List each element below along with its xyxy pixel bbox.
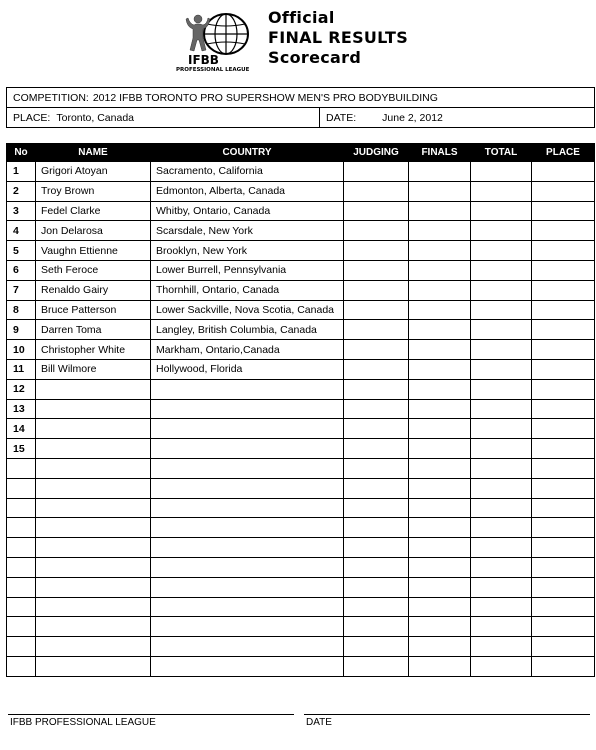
row-number	[7, 597, 36, 617]
svg-text:PROFESSIONAL LEAGUE: PROFESSIONAL LEAGUE	[176, 67, 250, 72]
finals-score-cell	[409, 300, 471, 320]
place-cell	[532, 221, 595, 241]
total-score-cell	[471, 320, 532, 340]
scorecard-body	[7, 162, 595, 677]
place-cell	[532, 637, 595, 657]
row-number	[7, 538, 36, 558]
competitor-name	[36, 458, 151, 478]
row-number: 1	[7, 162, 36, 182]
competitor-country	[151, 439, 344, 459]
total-score-cell	[471, 340, 532, 360]
row-number	[7, 518, 36, 538]
competitor-country	[151, 597, 344, 617]
place-cell	[532, 399, 595, 419]
finals-score-cell	[409, 181, 471, 201]
judging-score-cell	[344, 201, 409, 221]
competitor-country	[151, 399, 344, 419]
competitor-name: Bill Wilmore	[36, 359, 151, 379]
header-judging: JUDGING	[344, 143, 409, 162]
total-score-cell	[471, 300, 532, 320]
table-row	[7, 577, 595, 597]
judging-score-cell	[344, 617, 409, 637]
competitor-name	[36, 637, 151, 657]
table-row	[7, 300, 595, 320]
place-cell	[532, 656, 595, 676]
table-row	[7, 439, 595, 459]
date-value: June 2, 2012	[382, 111, 443, 124]
competitor-country: Langley, British Columbia, Canada	[151, 320, 344, 340]
judging-score-cell	[344, 340, 409, 360]
competitor-name	[36, 419, 151, 439]
header-country: COUNTRY	[151, 143, 344, 162]
competitor-country	[151, 379, 344, 399]
judging-score-cell	[344, 300, 409, 320]
row-number	[7, 458, 36, 478]
title-line-2: FINAL RESULTS	[268, 28, 409, 47]
place-cell	[532, 320, 595, 340]
table-row	[7, 320, 595, 340]
date-signature-label: DATE	[306, 717, 332, 728]
competitor-country: Thornhill, Ontario, Canada	[151, 280, 344, 300]
table-row	[7, 399, 595, 419]
judging-score-cell	[344, 439, 409, 459]
total-score-cell	[471, 201, 532, 221]
competitor-name	[36, 656, 151, 676]
finals-score-cell	[409, 221, 471, 241]
total-score-cell	[471, 498, 532, 518]
judging-score-cell	[344, 498, 409, 518]
finals-score-cell	[409, 518, 471, 538]
total-score-cell	[471, 399, 532, 419]
finals-score-cell	[409, 538, 471, 558]
place-cell	[532, 379, 595, 399]
judging-score-cell	[344, 557, 409, 577]
judging-score-cell	[344, 359, 409, 379]
finals-score-cell	[409, 260, 471, 280]
competition-row	[7, 88, 594, 107]
competitor-name: Jon Delarosa	[36, 221, 151, 241]
judging-score-cell	[344, 221, 409, 241]
total-score-cell	[471, 557, 532, 577]
competitor-country	[151, 458, 344, 478]
total-score-cell	[471, 577, 532, 597]
competition-info-box	[6, 87, 595, 128]
competitor-country	[151, 518, 344, 538]
competitor-name: Bruce Patterson	[36, 300, 151, 320]
table-row	[7, 637, 595, 657]
row-number: 5	[7, 241, 36, 261]
row-number: 14	[7, 419, 36, 439]
total-score-cell	[471, 181, 532, 201]
place-cell	[532, 201, 595, 221]
total-score-cell	[471, 538, 532, 558]
row-number: 13	[7, 399, 36, 419]
total-score-cell	[471, 359, 532, 379]
total-score-cell	[471, 637, 532, 657]
competitor-country	[151, 656, 344, 676]
judging-score-cell	[344, 260, 409, 280]
judging-score-cell	[344, 458, 409, 478]
place-cell	[532, 300, 595, 320]
table-row	[7, 498, 595, 518]
table-row	[7, 260, 595, 280]
ifbb-logo	[170, 10, 262, 72]
total-score-cell	[471, 280, 532, 300]
place-cell	[532, 439, 595, 459]
judging-score-cell	[344, 181, 409, 201]
date-label: DATE:	[326, 111, 357, 124]
place-cell	[532, 181, 595, 201]
finals-score-cell	[409, 280, 471, 300]
league-signature-label: IFBB PROFESSIONAL LEAGUE	[10, 717, 156, 728]
competitor-country: Scarsdale, New York	[151, 221, 344, 241]
competitor-country	[151, 637, 344, 657]
competitor-name: Vaughn Ettienne	[36, 241, 151, 261]
place-cell	[7, 108, 320, 127]
header-finals: FINALS	[409, 143, 471, 162]
scorecard-table	[6, 143, 595, 677]
finals-score-cell	[409, 320, 471, 340]
total-score-cell	[471, 458, 532, 478]
total-score-cell	[471, 162, 532, 182]
header-name: NAME	[36, 143, 151, 162]
judging-score-cell	[344, 538, 409, 558]
finals-score-cell	[409, 498, 471, 518]
row-number: 10	[7, 340, 36, 360]
finals-score-cell	[409, 577, 471, 597]
competitor-country: Brooklyn, New York	[151, 241, 344, 261]
place-cell	[532, 162, 595, 182]
competitor-name	[36, 399, 151, 419]
table-row	[7, 518, 595, 538]
finals-score-cell	[409, 241, 471, 261]
competitor-name: Darren Toma	[36, 320, 151, 340]
date-cell	[320, 108, 443, 127]
finals-score-cell	[409, 478, 471, 498]
total-score-cell	[471, 597, 532, 617]
competitor-country: Lower Burrell, Pennsylvania	[151, 260, 344, 280]
competitor-name: Renaldo Gairy	[36, 280, 151, 300]
competition-value: 2012 IFBB TORONTO PRO SUPERSHOW MEN'S PRO BODYBUILDING	[92, 91, 438, 104]
judging-score-cell	[344, 597, 409, 617]
place-cell	[532, 597, 595, 617]
total-score-cell	[471, 241, 532, 261]
table-header-row	[7, 143, 595, 162]
total-score-cell	[471, 478, 532, 498]
finals-score-cell	[409, 340, 471, 360]
table-row	[7, 280, 595, 300]
row-number: 7	[7, 280, 36, 300]
total-score-cell	[471, 439, 532, 459]
competitor-country	[151, 577, 344, 597]
place-cell	[532, 617, 595, 637]
competitor-country	[151, 538, 344, 558]
finals-score-cell	[409, 359, 471, 379]
competitor-country	[151, 498, 344, 518]
place-cell	[532, 260, 595, 280]
judging-score-cell	[344, 379, 409, 399]
place-date-row	[7, 107, 594, 127]
place-cell	[532, 577, 595, 597]
table-row	[7, 162, 595, 182]
table-row	[7, 597, 595, 617]
judging-score-cell	[344, 577, 409, 597]
finals-score-cell	[409, 637, 471, 657]
table-row	[7, 221, 595, 241]
competitor-name	[36, 379, 151, 399]
row-number: 4	[7, 221, 36, 241]
row-number: 6	[7, 260, 36, 280]
judging-score-cell	[344, 637, 409, 657]
total-score-cell	[471, 518, 532, 538]
total-score-cell	[471, 419, 532, 439]
competitor-name	[36, 617, 151, 637]
place-cell	[532, 280, 595, 300]
bodybuilder-figure-icon	[186, 15, 210, 51]
finals-score-cell	[409, 617, 471, 637]
finals-score-cell	[409, 597, 471, 617]
competitor-country	[151, 557, 344, 577]
competitor-name: Grigori Atoyan	[36, 162, 151, 182]
total-score-cell	[471, 221, 532, 241]
competitor-country	[151, 419, 344, 439]
judging-score-cell	[344, 399, 409, 419]
judging-score-cell	[344, 320, 409, 340]
finals-score-cell	[409, 439, 471, 459]
competitor-country: Markham, Ontario,Canada	[151, 340, 344, 360]
competitor-country: Hollywood, Florida	[151, 359, 344, 379]
row-number: 3	[7, 201, 36, 221]
competitor-name	[36, 597, 151, 617]
row-number: 2	[7, 181, 36, 201]
competitor-country: Whitby, Ontario, Canada	[151, 201, 344, 221]
table-row	[7, 241, 595, 261]
judging-score-cell	[344, 280, 409, 300]
place-value: Toronto, Canada	[56, 111, 134, 124]
competitor-name	[36, 577, 151, 597]
place-cell	[532, 538, 595, 558]
competitor-country	[151, 617, 344, 637]
place-cell	[532, 419, 595, 439]
date-signature-line	[304, 714, 590, 715]
place-cell	[532, 340, 595, 360]
title-line-3: Scorecard	[268, 48, 362, 67]
row-number: 11	[7, 359, 36, 379]
place-cell	[532, 518, 595, 538]
row-number: 12	[7, 379, 36, 399]
league-signature-line	[8, 714, 294, 715]
total-score-cell	[471, 260, 532, 280]
competitor-name	[36, 439, 151, 459]
scorecard-title	[268, 8, 408, 68]
table-row	[7, 359, 595, 379]
place-cell	[532, 557, 595, 577]
total-score-cell	[471, 656, 532, 676]
place-cell	[532, 498, 595, 518]
row-number	[7, 557, 36, 577]
table-row	[7, 419, 595, 439]
row-number	[7, 617, 36, 637]
svg-text:IFBB: IFBB	[188, 53, 219, 67]
place-cell	[532, 241, 595, 261]
table-row	[7, 656, 595, 676]
competitor-country: Sacramento, California	[151, 162, 344, 182]
title-line-1: Official	[268, 8, 335, 27]
total-score-cell	[471, 617, 532, 637]
judging-score-cell	[344, 241, 409, 261]
table-row	[7, 538, 595, 558]
judging-score-cell	[344, 478, 409, 498]
competitor-country: Edmonton, Alberta, Canada	[151, 181, 344, 201]
globe-icon	[204, 14, 248, 54]
place-cell	[532, 478, 595, 498]
judging-score-cell	[344, 656, 409, 676]
row-number: 8	[7, 300, 36, 320]
row-number	[7, 637, 36, 657]
finals-score-cell	[409, 458, 471, 478]
competitor-name	[36, 538, 151, 558]
judging-score-cell	[344, 419, 409, 439]
judging-score-cell	[344, 162, 409, 182]
finals-score-cell	[409, 379, 471, 399]
table-row	[7, 181, 595, 201]
finals-score-cell	[409, 656, 471, 676]
competitor-name: Fedel Clarke	[36, 201, 151, 221]
table-row	[7, 458, 595, 478]
row-number	[7, 498, 36, 518]
header-no: No	[7, 143, 36, 162]
table-row	[7, 379, 595, 399]
competitor-name	[36, 518, 151, 538]
header-place: PLACE	[532, 143, 595, 162]
competitor-name	[36, 498, 151, 518]
header-total: TOTAL	[471, 143, 532, 162]
competitor-name: Christopher White	[36, 340, 151, 360]
competitor-name	[36, 557, 151, 577]
finals-score-cell	[409, 162, 471, 182]
row-number: 9	[7, 320, 36, 340]
total-score-cell	[471, 379, 532, 399]
competitor-country	[151, 478, 344, 498]
table-row	[7, 617, 595, 637]
row-number	[7, 656, 36, 676]
row-number	[7, 577, 36, 597]
competitor-name: Troy Brown	[36, 181, 151, 201]
table-row	[7, 478, 595, 498]
competition-label: COMPETITION:	[13, 91, 89, 104]
competitor-name: Seth Feroce	[36, 260, 151, 280]
table-row	[7, 557, 595, 577]
row-number: 15	[7, 439, 36, 459]
finals-score-cell	[409, 399, 471, 419]
table-row	[7, 340, 595, 360]
place-cell	[532, 458, 595, 478]
place-cell	[532, 359, 595, 379]
row-number	[7, 478, 36, 498]
judging-score-cell	[344, 518, 409, 538]
finals-score-cell	[409, 201, 471, 221]
competitor-name	[36, 478, 151, 498]
table-row	[7, 201, 595, 221]
finals-score-cell	[409, 419, 471, 439]
finals-score-cell	[409, 557, 471, 577]
place-label: PLACE:	[13, 111, 51, 124]
competitor-country: Lower Sackville, Nova Scotia, Canada	[151, 300, 344, 320]
